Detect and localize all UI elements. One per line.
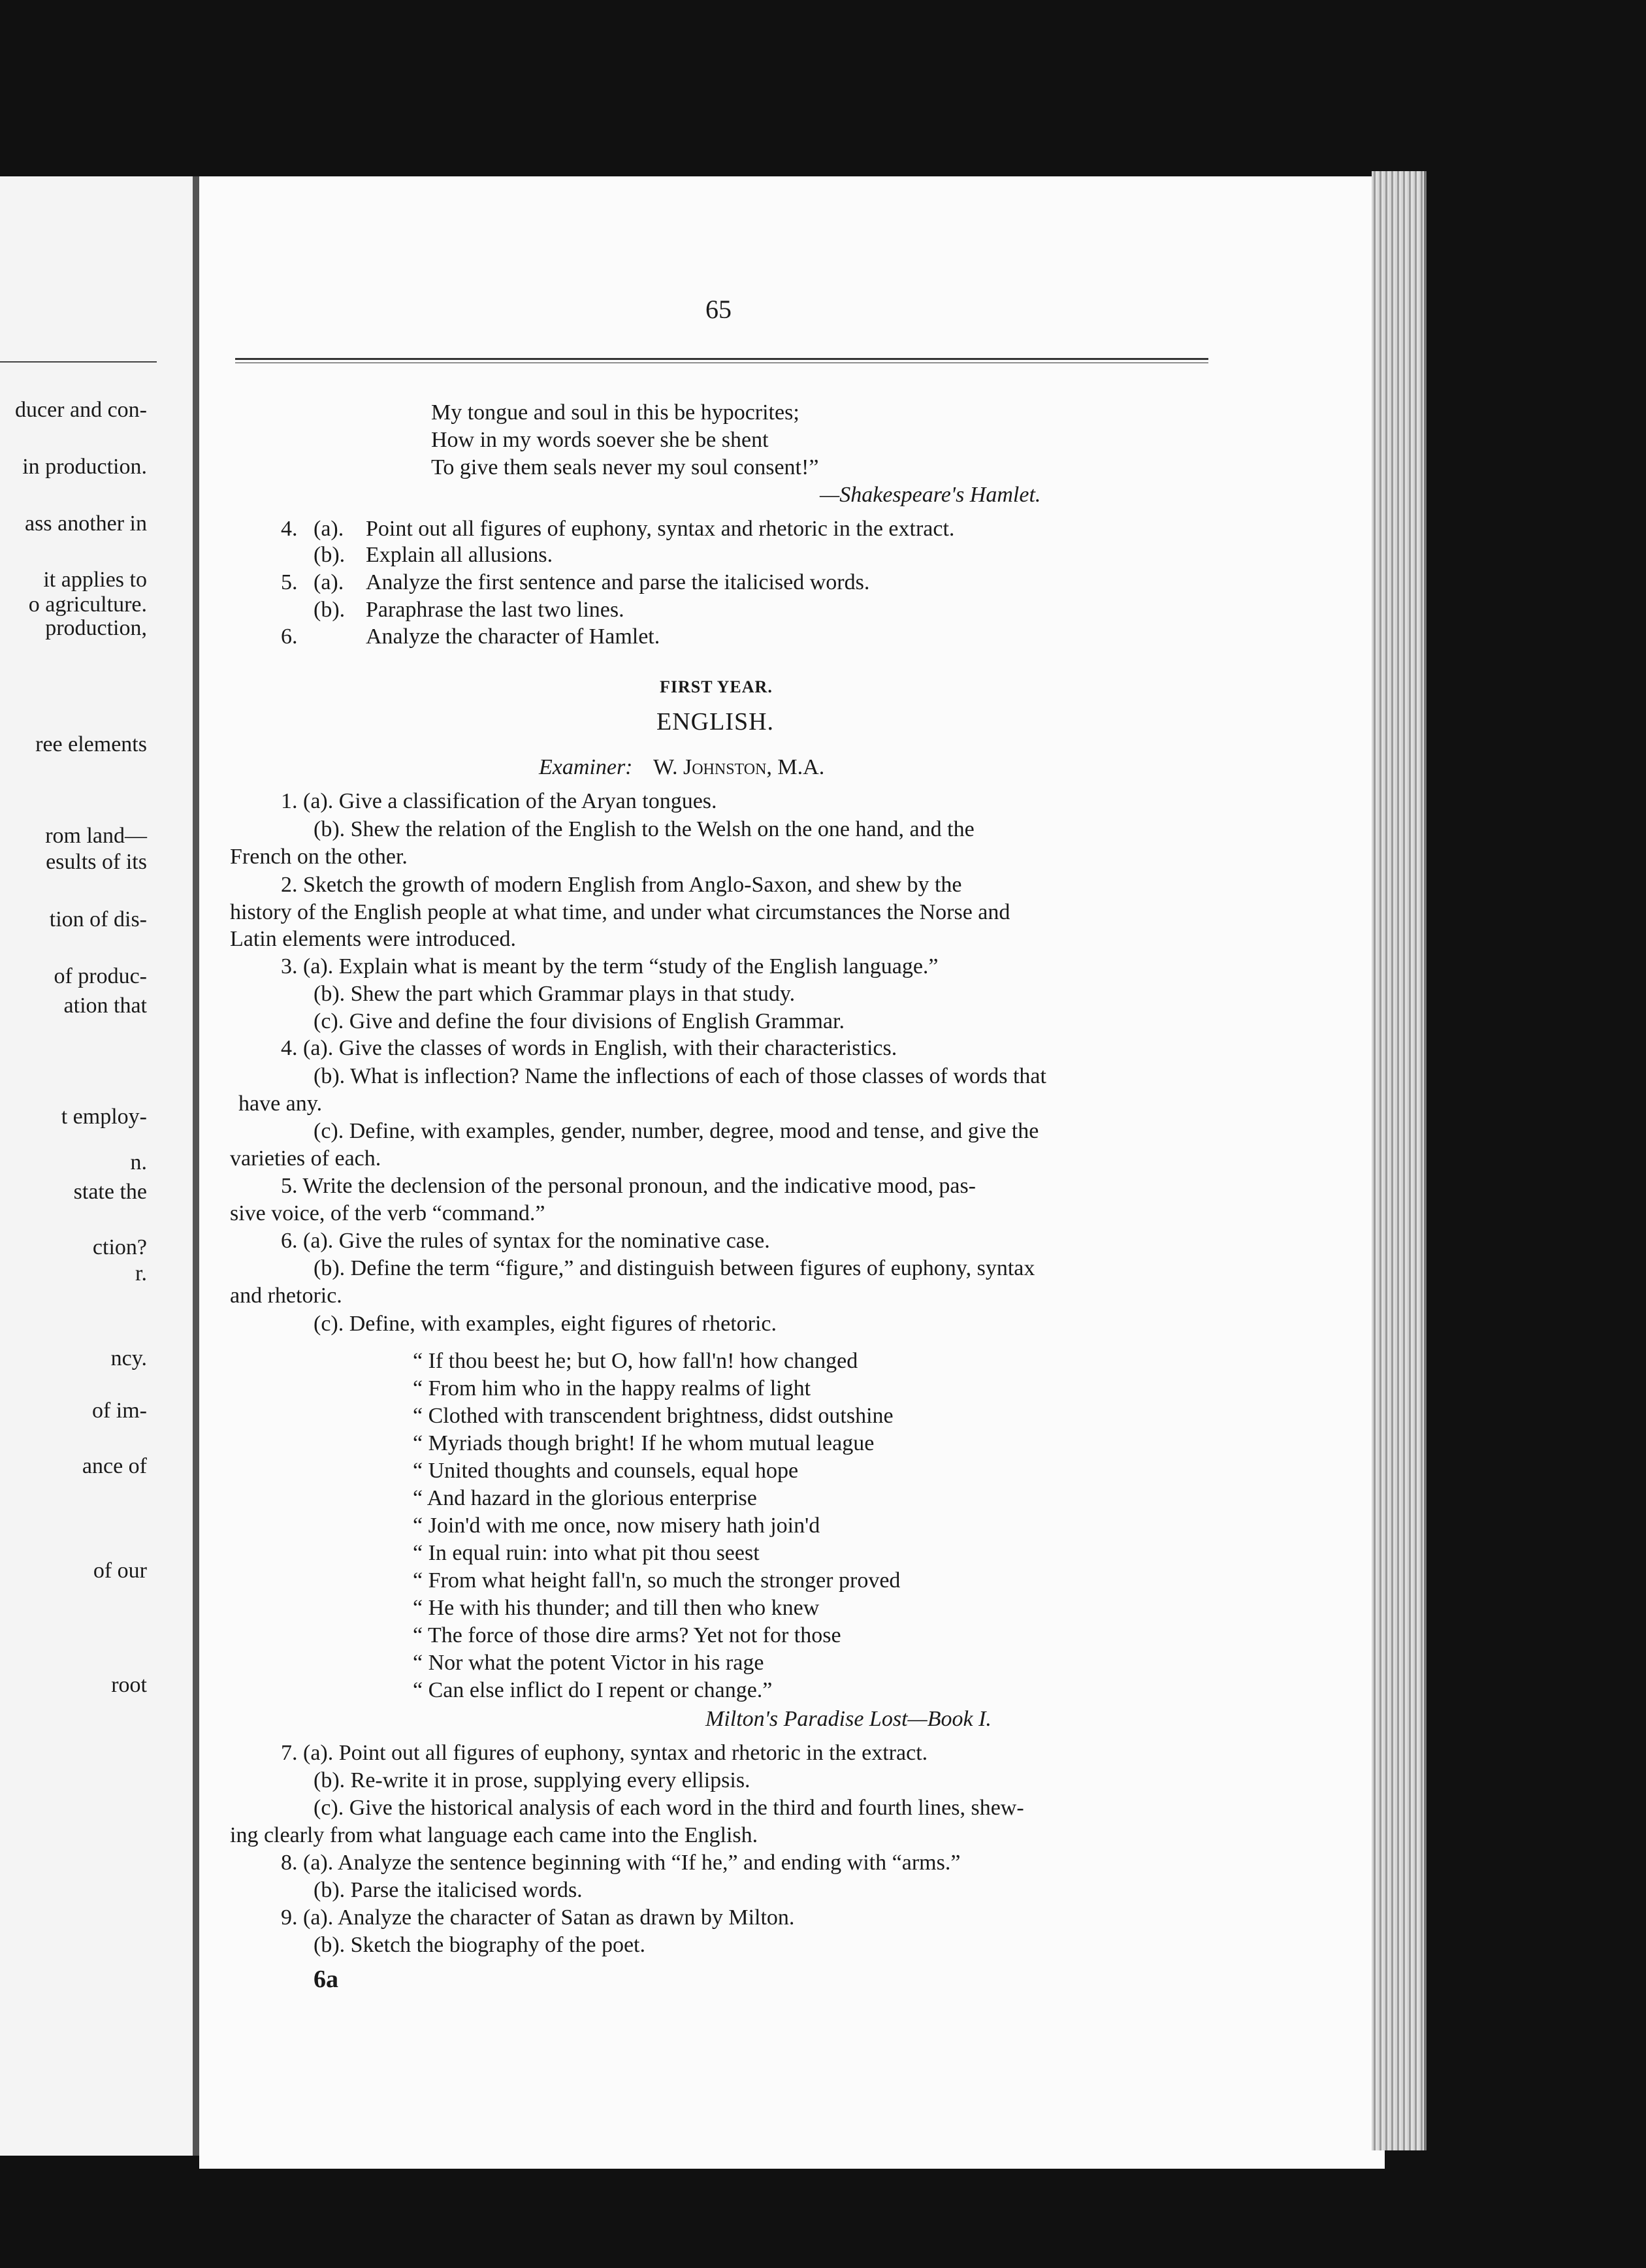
question-line: Latin elements were introduced.: [230, 927, 517, 951]
left-text-line: r.: [135, 1261, 147, 1286]
question-line: sive voice, of the verb “command.”: [230, 1201, 545, 1225]
left-text-line: in production.: [22, 455, 147, 479]
question-line: French on the other.: [230, 845, 408, 869]
question-number: 4.: [281, 517, 298, 541]
question-sub: (b).: [314, 598, 346, 622]
poem-line: “ Clothed with transcendent brightness, didst outshine: [413, 1404, 894, 1428]
left-text-line: root: [111, 1673, 147, 1697]
poem-line: “ Can else inflict do I repent or change.”: [413, 1678, 773, 1702]
question-line: ing clearly from what language each came into the English.: [230, 1823, 758, 1847]
poem-line: “ Nor what the potent Victor in his rage: [413, 1651, 764, 1675]
question-line: (c). Define, with examples, gender, number, degree, mood and tense, and give the: [314, 1119, 1039, 1143]
left-text-line: o agriculture.: [28, 592, 147, 617]
left-text-line: of produc-: [54, 964, 147, 988]
left-page-rule: [0, 361, 157, 363]
poem-line: My tongue and soul in this be hypocrites;: [431, 400, 799, 425]
left-text-line: it applies to: [43, 568, 147, 592]
question-line: (b). Parse the italicised words.: [314, 1878, 583, 1902]
question-text: Analyze the character of Hamlet.: [366, 624, 660, 649]
left-text-line: production,: [45, 616, 147, 640]
question-line: (b). What is inflection? Name the inflections of each of those classes of words that: [314, 1064, 1046, 1088]
question-number: 5.: [281, 570, 298, 594]
left-text-line: ation that: [63, 994, 147, 1018]
question-number: 6.: [281, 624, 298, 649]
left-text-line: of im-: [91, 1399, 147, 1423]
question-text: Point out all figures of euphony, syntax and rhetoric in the extract.: [366, 517, 955, 541]
question-line: (b). Shew the part which Grammar plays in that study.: [314, 982, 796, 1006]
poem-line: To give them seals never my soul consent!”: [431, 455, 819, 479]
question-line: and rhetoric.: [230, 1284, 342, 1308]
poem-line: “ The force of those dire arms? Yet not for those: [413, 1623, 841, 1647]
question-sub: (a).: [314, 570, 344, 594]
question-sub: (a).: [314, 517, 344, 541]
question-line: (b). Define the term “figure,” and distinguish between figures of euphony, syntax: [314, 1256, 1035, 1280]
left-text-line: esults of its: [46, 850, 147, 874]
poem-line: “ And hazard in the glorious enterprise: [413, 1486, 757, 1510]
left-text-line: of our: [93, 1559, 147, 1583]
poem-line: How in my words soever she be shent: [431, 428, 769, 452]
left-text-line: ass another in: [25, 511, 147, 536]
question-line: 2. Sketch the growth of modern English from Anglo-Saxon, and shew by the: [281, 873, 962, 897]
question-line: (c). Define, with examples, eight figures of rhetoric.: [314, 1312, 777, 1336]
question-line: 9. (a). Analyze the character of Satan as drawn by Milton.: [281, 1905, 795, 1930]
header-rule: [235, 358, 1208, 363]
poem-line: “ From him who in the happy realms of light: [413, 1376, 811, 1401]
question-text: Analyze the first sentence and parse the italicised words.: [366, 570, 870, 594]
left-page-fragment: [0, 176, 202, 2156]
question-line: varieties of each.: [230, 1146, 381, 1171]
question-line: 6. (a). Give the rules of syntax for the nominative case.: [281, 1229, 770, 1253]
poem-source: Milton's Paradise Lost—Book I.: [705, 1707, 992, 1731]
poem-line: “ Join'd with me once, now misery hath join'd: [413, 1514, 820, 1538]
question-line: have any.: [238, 1092, 323, 1116]
left-text-line: n.: [130, 1150, 147, 1174]
examiner-label: Examiner:: [539, 755, 633, 779]
left-text-line: ducer and con-: [14, 398, 147, 422]
question-sub: (b).: [314, 543, 346, 567]
question-line: 3. (a). Explain what is meant by the term “study of the English language.”: [281, 954, 939, 979]
poem-line: “ If thou beest he; but O, how fall'n! how changed: [413, 1349, 858, 1373]
left-text-line: rom land—: [45, 824, 147, 848]
subject-heading: ENGLISH.: [656, 708, 775, 736]
question-line: (b). Shew the relation of the English to the Welsh on the one hand, and the: [314, 817, 975, 841]
question-line: 1. (a). Give a classification of the Aryan tongues.: [281, 789, 717, 813]
poem-line: “ From what height fall'n, so much the stronger proved: [413, 1568, 901, 1593]
question-text: Paraphrase the last two lines.: [366, 598, 624, 622]
page-number: 65: [705, 295, 732, 324]
question-line: 4. (a). Give the classes of words in English, with their characteristics.: [281, 1036, 897, 1060]
question-line: 7. (a). Point out all figures of euphony, syntax and rhetoric in the extract.: [281, 1741, 928, 1765]
question-line: (c). Give and define the four divisions of English Grammar.: [314, 1009, 845, 1033]
examiner-name: W. Johnston, M.A.: [653, 755, 825, 779]
poem-line: “ Myriads though bright! If he whom mutual league: [413, 1431, 875, 1455]
page-edges: [1372, 171, 1427, 2150]
left-text-line: ction?: [92, 1235, 147, 1259]
poem-line: “ He with his thunder; and till then who knew: [413, 1596, 820, 1620]
question-line: history of the English people at what time, and under what circumstances the Norse and: [230, 900, 1010, 924]
left-text-line: ree elements: [35, 732, 147, 756]
question-line: (b). Sketch the biography of the poet.: [314, 1933, 645, 1957]
year-heading: FIRST YEAR.: [660, 677, 773, 696]
poem-line: “ United thoughts and counsels, equal hope: [413, 1459, 799, 1483]
question-text: Explain all allusions.: [366, 543, 553, 567]
question-line: (c). Give the historical analysis of each word in the third and fourth lines, shew-: [314, 1796, 1024, 1820]
left-text-line: ance of: [82, 1454, 147, 1478]
poem-source: —Shakespeare's Hamlet.: [820, 483, 1041, 507]
left-text-line: ncy.: [110, 1346, 147, 1370]
poem-line: “ In equal ruin: into what pit thou seest: [413, 1541, 760, 1565]
left-text-line: t employ-: [61, 1105, 147, 1129]
signature-mark: 6a: [314, 1966, 338, 1993]
question-line: 8. (a). Analyze the sentence beginning with “If he,” and ending with “arms.”: [281, 1851, 961, 1875]
question-line: 5. Write the declension of the personal pronoun, and the indicative mood, pas-: [281, 1174, 976, 1198]
left-text-line: state the: [73, 1180, 147, 1204]
left-text-line: tion of dis-: [49, 907, 147, 932]
question-line: (b). Re-write it in prose, supplying every ellipsis.: [314, 1768, 750, 1792]
